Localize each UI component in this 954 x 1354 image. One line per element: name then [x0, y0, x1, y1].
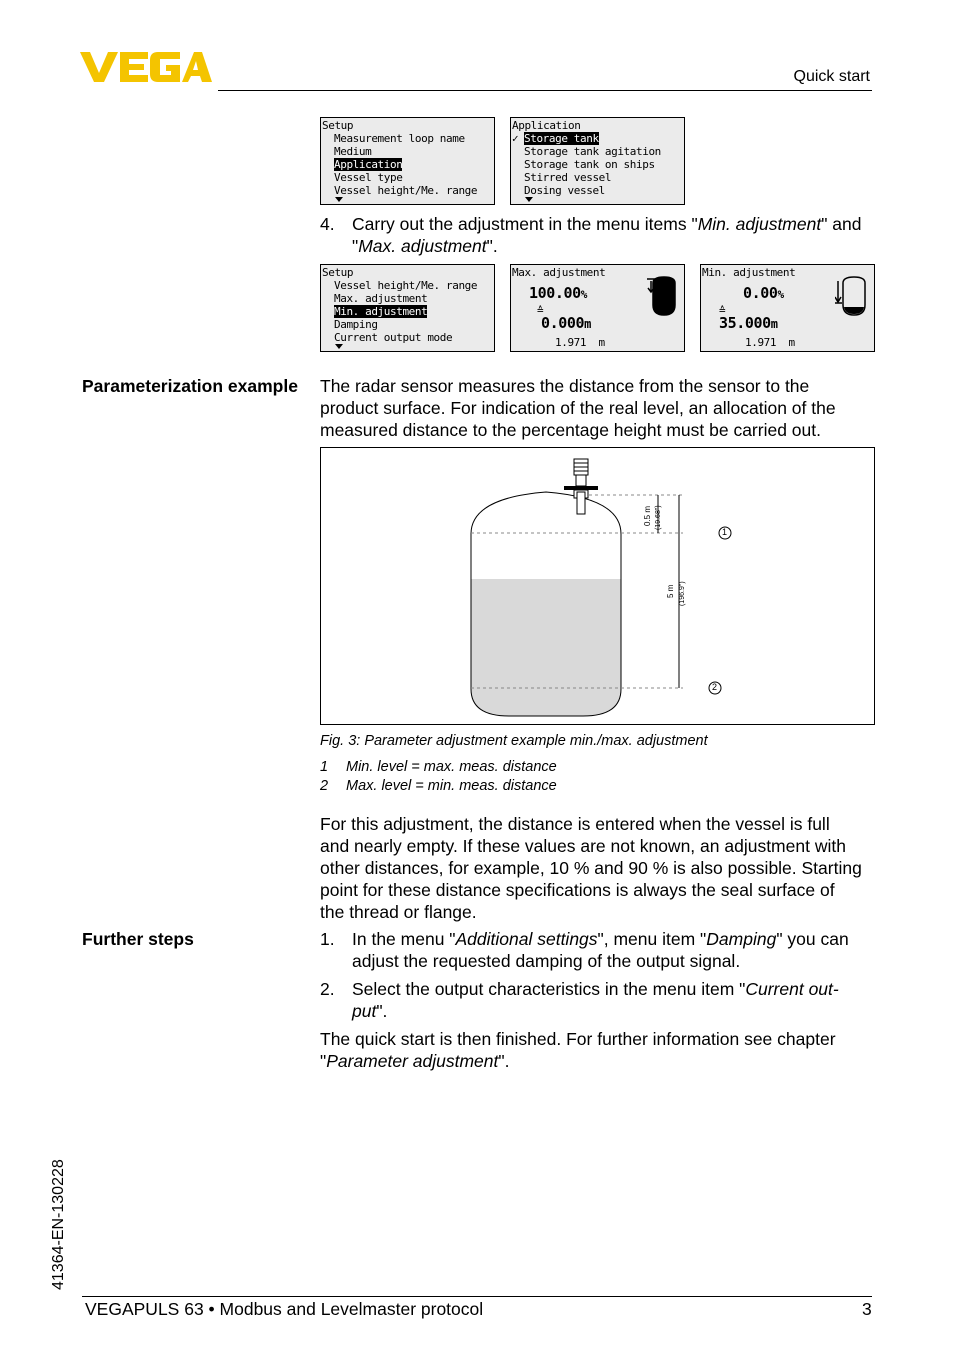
footer-product: VEGAPULS 63 • Modbus and Levelmaster protocol [85, 1299, 484, 1319]
legend-text: Min. level = max. meas. distance [346, 759, 557, 775]
section-title: Quick start [793, 68, 870, 85]
adjustment-paragraph: For this adjustment, the distance is entered when the vessel is full and nearly empty. If these values are not known, an adjustment with other distances, for example, 10 % and 90 % is also possible. Starting point for these distance specifications is always the seal surface of the thread or flange. [320, 814, 862, 922]
lcd-item-selected: Application [334, 158, 403, 171]
further-steps-label: Further steps [82, 929, 194, 949]
param-example-label: Parameterization example [82, 376, 298, 396]
further-step2-text: Select the output characteristics in the menu item "Current out- put". [352, 979, 839, 1021]
footer-rule [82, 1296, 872, 1297]
closing-paragraph: The quick start is then finished. For further information see chapter "Parameter adjustment". [320, 1029, 836, 1071]
lcd-min-adjustment [700, 264, 875, 352]
figure-caption: Fig. 3: Parameter adjustment example min./max. adjustment [320, 733, 708, 749]
lcd-setup-menu-1 [320, 117, 495, 205]
lcd-item: Measurement loop name [334, 132, 465, 145]
lcd-item: Medium [334, 145, 372, 158]
lcd-title: Setup [322, 266, 354, 279]
step-number: 2. [320, 979, 335, 999]
lcd-item-selected: Min. adjustment [334, 305, 428, 318]
step-number: 1. [320, 929, 335, 949]
distance-value: 35.000m [719, 314, 778, 332]
legend-num: 2 [320, 778, 329, 794]
liquid-level [471, 579, 621, 716]
document-code: 41364-EN-130228 [50, 1159, 67, 1290]
lcd-item: Storage tank agitation [524, 145, 661, 158]
lcd-setup-menu-2 [320, 264, 495, 352]
full-tank-icon [645, 275, 683, 317]
vega-logo [80, 50, 212, 84]
dim-top-imperial: (19.68") [655, 505, 662, 530]
lcd-item: Damping [334, 318, 378, 331]
lcd-application-menu [510, 117, 685, 205]
further-step1-text: In the menu "Additional settings", menu item "Damping" you can adjust the requested damping of the output signal. [352, 929, 849, 971]
marker-2-label: 2 [712, 682, 718, 692]
dim-main-imperial: (196.9") [679, 581, 686, 606]
lcd-item: Dosing vessel [524, 184, 605, 197]
current-distance: 1.971 m [555, 336, 605, 349]
lcd-item: Storage tank on ships [524, 158, 655, 171]
equivalent-symbol: ≙ [719, 304, 726, 317]
lcd-title: Setup [322, 119, 354, 132]
step4-text: Carry out the adjustment in the menu items "Min. adjustment" and "Max. adjustment". [352, 214, 862, 256]
scroll-down-icon [525, 197, 533, 202]
checkmark-icon: ✓ [512, 132, 519, 145]
param-example-text: The radar sensor measures the distance from the sensor to the product surface. For indication of the real level, an allocation of the measured distance to the percentage height must be carried out. [320, 376, 836, 440]
current-distance: 1.971 m [745, 336, 795, 349]
step-number: 4. [320, 214, 335, 234]
lcd-item: Current output mode [334, 331, 453, 344]
lcd-item: Vessel type [334, 171, 403, 184]
lcd-item: Max. adjustment [334, 292, 428, 305]
lcd-title: Max. adjustment [512, 266, 606, 279]
lcd-max-adjustment [510, 264, 685, 352]
percent-value: 0.00% [743, 284, 784, 302]
scroll-down-icon [335, 344, 343, 349]
equivalent-symbol: ≙ [537, 304, 544, 317]
legend-text: Max. level = min. meas. distance [346, 778, 557, 794]
legend-num: 1 [320, 759, 329, 775]
distance-value: 0.000m [541, 314, 591, 332]
tank-figure [320, 447, 875, 725]
marker-1-label: 1 [722, 527, 728, 537]
lcd-item: Vessel height/Me. range [334, 279, 478, 292]
lcd-item-selected: Storage tank [524, 132, 599, 145]
header-rule [218, 90, 872, 91]
lcd-title: Min. adjustment [702, 266, 796, 279]
scroll-down-icon [335, 197, 343, 202]
empty-tank-icon [835, 275, 873, 317]
lcd-title: Application [512, 119, 581, 132]
lcd-item: Vessel height/Me. range [334, 184, 478, 197]
lcd-item: Stirred vessel [524, 171, 612, 184]
page-number: 3 [862, 1299, 872, 1319]
percent-value: 100.00% [529, 284, 588, 302]
dim-main-label: 5 m [666, 584, 675, 598]
dim-top-label: 0.5 m [643, 505, 652, 526]
